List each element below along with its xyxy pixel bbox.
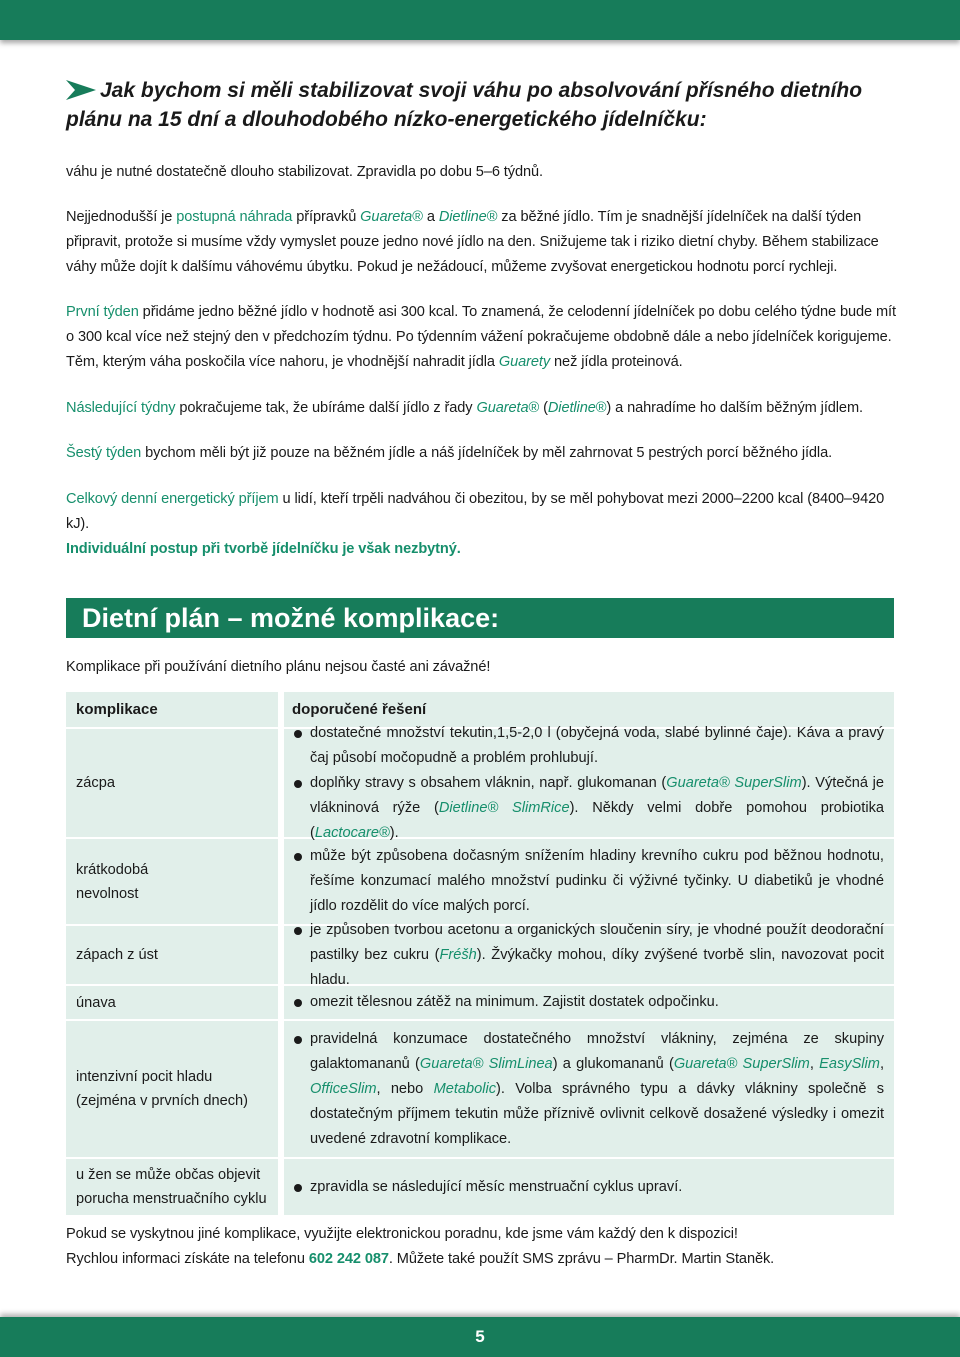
- arrow-bullet-icon: [66, 80, 96, 100]
- footer-note: Pokud se vyskytnou jiné komplikace, využijte elektronickou poradnu, kde jsme vám každý den k dispozici! Rychlou informaci získáte na telefonu 602 242 087. Můžete také použít SMS zprávu – PharmDr. Martin Staněk.: [66, 1226, 775, 1267]
- page-heading: Jak bychom si měli stabilizovat svoji váhu po absolvování přísného dietního plánu na 15 dní a dlouhodobého nízko-energetického jídelníčku:: [66, 79, 863, 131]
- table-row: [66, 1159, 894, 1217]
- solution-bullet: doplňky stravy s obsahem vláknin, např. glukomanan (Guareta® SuperSlim). Výtečná je vlákninová rýže (Dietline® SlimRice). Někdy velmi dobře pomohou probiotika (Lactocare®).: [292, 771, 884, 846]
- column-header-solution: doporučené řešení: [284, 692, 894, 727]
- complication-label: krátkodobá nevolnost: [66, 839, 278, 924]
- paragraph-replacement: Nejjednodušší je postupná náhrada přípravků Guareta® a Dietline® za běžné jídlo. Tím je snadnější jídelníček na další týden připravit, protože si musíme vždy vymyslet pouze jedno nové jídlo na den. Snižujeme tak i riziko dietní chyby. Během stabilizace váhy může dojít k dalšímu váhovému úbytku. Pokud je nežádoucí, můžeme zvyšovat energetickou hodnotu porcí rychleji.: [66, 209, 879, 275]
- solution-cell: [284, 921, 894, 988]
- solution-bullet: omezit tělesnou zátěž na minimum. Zajistit dostatek odpočinku.: [292, 990, 884, 1015]
- top-bar: [0, 0, 960, 40]
- paragraph-intro: váhu je nutné dostatečně dlouho stabilizovat. Zpravidla po dobu 5–6 týdnů.: [66, 164, 543, 180]
- paragraph-first-week: První týden přidáme jedno běžné jídlo v hodnotě asi 300 kcal. To znamená, že celodenní jídelníček po dobu celého týdne bude mít o 300 kcal více než stejný den v předchozím týdnu. Po týdenním vážení pokračujeme obdobně dále a nebo jídelníček korigujeme. Těm, kterým váha poskočila více nahoru, je vhodnější nahradit jídla Guarety než jídla proteinová.: [66, 304, 896, 370]
- column-header-complication: komplikace: [66, 692, 278, 727]
- solution-bullet: je způsoben tvorbou acetonu a organických sloučenin síry, je vhodné použít deodorační pastilky bez cukru (Fréšh). Žvýkačky mohou, díky zvýšené tvorbě slin, navozovat pocit hladu.: [292, 918, 884, 993]
- complications-intro: Komplikace při používání dietního plánu nejsou časté ani závažné!: [66, 659, 491, 675]
- table-row: [66, 724, 894, 841]
- solution-cell: [284, 986, 894, 1019]
- solution-cell: [284, 724, 894, 841]
- complication-label: intenzivní pocit hladu (zejména v prvních dnech): [66, 1021, 278, 1157]
- phone-number: 602 242 087: [308, 1251, 389, 1267]
- paragraph-energy-intake: Celkový denní energetický příjem u lidí, kteří trpěli nadváhou či obezitou, by se měl pohybovat mezi 2000–2200 kcal (8400–9420 kJ). Individuální postup při tvorbě jídelníčku je však nezbytný.: [66, 491, 885, 557]
- table-row: [66, 839, 894, 926]
- solution-bullet: zpravidla se následující měsíc menstruační cyklus upraví.: [292, 1175, 884, 1200]
- paragraph-sixth-week: Šestý týden bychom měli být již pouze na běžném jídle a náš jídelníček by měl zahrnovat 5 pestrých porcí běžného jídla.: [66, 445, 833, 461]
- page-number: 5: [475, 1327, 485, 1346]
- complication-label: zápach z úst: [66, 926, 278, 984]
- complication-label: zácpa: [66, 729, 278, 837]
- complications-table: [66, 692, 894, 1217]
- solution-bullet: může být způsobena dočasným snížením hladiny krevního cukru pod běžnou hodnotu, řešíme konzumací malého množství pudinku či výživné tyčinky. U diabetiků je vhodné jídlo rozdělit do více malých porcí.: [292, 844, 884, 919]
- complication-label: únava: [66, 986, 278, 1019]
- solution-cell: [284, 839, 894, 924]
- section-title-complications: Dietní plán – možné komplikace:: [66, 598, 894, 638]
- paragraph-next-weeks: Následující týdny pokračujeme tak, že ubíráme další jídlo z řady Guareta® (Dietline®) a nahradíme ho dalším běžným jídlem.: [66, 400, 863, 416]
- solution-bullet: dostatečné množství tekutin,1,5-2,0 l (obyčejná voda, slabé bylinné čaje). Káva a pravý čaj působí močopudně a problém prohlubují.: [292, 721, 884, 771]
- complication-label: u žen se může občas objevit porucha menstruačního cyklu: [66, 1159, 278, 1215]
- solution-bullet: pravidelná konzumace dostatečného množství vlákniny, zejména ze skupiny galaktomananů (Guareta® SlimLinea) a glukomananů (Guareta® SuperSlim, EasySlim, OfficeSlim, nebo Metabolic). Volba správného typu a dávky vlákniny společně s dostatečným příjmem tekutin může příznivě ovlivnit celkově dosažené výsledky i omezit uvedené zdravotní komplikace.: [292, 1027, 884, 1152]
- solution-cell: [284, 1159, 894, 1215]
- table-row: [66, 1021, 894, 1159]
- table-row: [66, 921, 894, 988]
- table-row: [66, 986, 894, 1021]
- bottom-bar: [0, 1317, 960, 1357]
- solution-cell: [284, 1021, 894, 1157]
